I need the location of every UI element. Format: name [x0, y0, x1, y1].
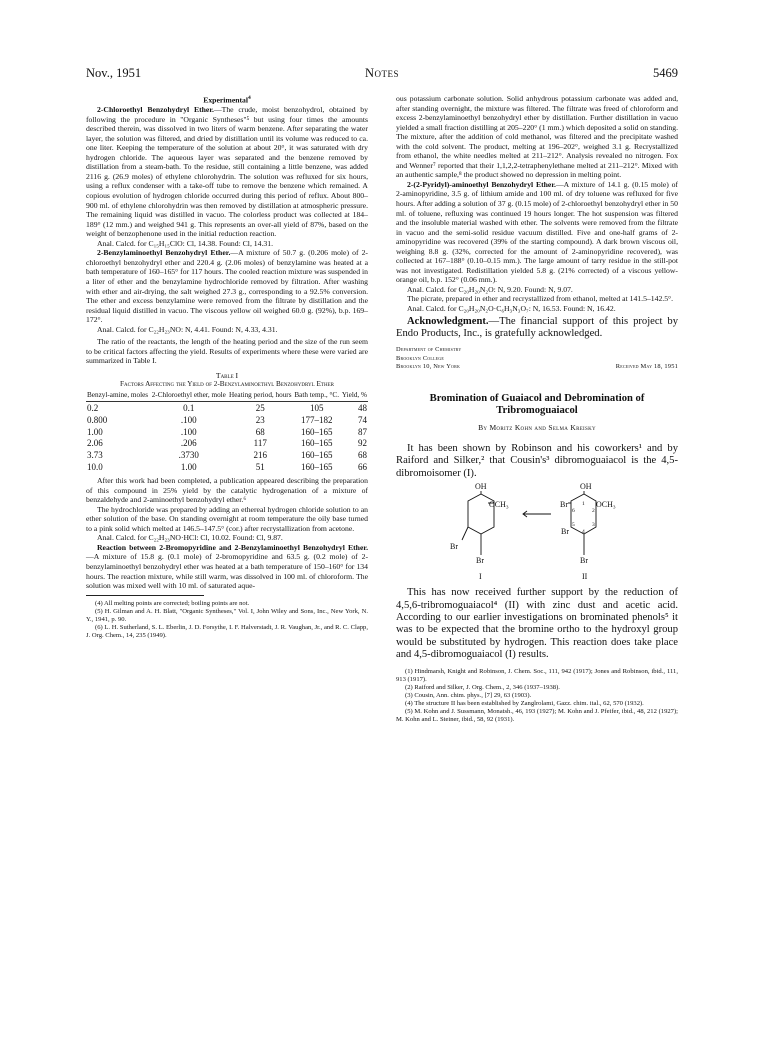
- analysis-1: Anal. Calcd. for C₁₅H₁₅ClO: Cl, 14.38. Found: Cl, 14.31.: [97, 238, 274, 248]
- table-header: Benzyl-amine, moles: [86, 391, 150, 401]
- footnote-4: (4) All melting points are corrected; boiling points are not.: [95, 599, 250, 607]
- table-header: Bath temp., °C.: [294, 391, 339, 400]
- structure-svg: [396, 480, 678, 584]
- affiliation: [396, 346, 678, 371]
- struct-i-label: I: [479, 572, 482, 582]
- header-date: Nov., 1951: [86, 66, 142, 80]
- paragraph-publication: After this work had been completed, a publication appeared describing the preparation of this compound in 25% yield by the catalytic hydrogenation of a mixture of benzaldehyde and 2-aminoethyl benzohydryl ether.⁶: [86, 476, 368, 505]
- paragraph-intro: It has been shown by Robinson and his coworkers¹ and by Raiford and Silker,² that Cousin's³ dibromoguaiacol is the 4,5-dibromoisomer (I).: [396, 442, 678, 479]
- analysis-2: Anal. Calcd. for C₂₂H₂₃NO: N, 4.41. Found: N, 4.33, 4.31.: [97, 324, 278, 334]
- paragraph-ratio: The ratio of the reactants, the length of the heating period and the size of the run seem to be critical factors affecting the yield. Results of experiments where these were varied are summarized in Table I.: [86, 337, 368, 366]
- table-cell: 160–165: [300, 450, 333, 461]
- struct-i-oh: OH: [475, 482, 487, 492]
- paragraph-hydrochloride: The hydrochloride was prepared by adding an ethereal hydrogen chloride solution to an ether solution of the base. On standing overnight at room temperature the oily base turned to a pink solid which melted at 146.5–147.5° (cor.) after recrystallization from acetone.: [86, 504, 368, 533]
- table-cell: 0.1: [183, 403, 195, 414]
- struct-i-och3: OCH₃: [489, 500, 509, 510]
- paragraph-benzylaminoethyl: 2-Benzylaminoethyl Benzohydryl Ether.—A mixture of 50.7 g. (0.206 mole) of 2-chloroethyl benzohydryl ether and 220.4 g. (2.06 moles) of benzylamine was heated at a bath temperature of 160–165° for 117 hours. The cooled reaction mixture was suspended in a liter of ether and the benzylamine hydrochloride removed by filtration. After washing with ether and air-drying, the salt weighed 27.3 g., corresponding to a 92.5% conversion. The ether and excess benzylamine were removed from the filtrate by distillation and the residual liquid distilled in vacuo. The viscous yellow oil weighed 60.0 g. (92%), b.p. 169–172°.: [86, 248, 368, 325]
- struct-ii-br-left: Br: [561, 527, 569, 537]
- footnote-r3: (3) Cousin, Ann. chim. phys., [7] 29, 63 (1903).: [405, 691, 532, 699]
- received-date: Received May 18, 1951: [615, 362, 678, 370]
- footnote-5: (5) H. Gilman and A. H. Blatt, "Organic Syntheses," Vol. I, John Wiley and Sons, Inc., New York, N. Y., 1941, p. 90.: [86, 607, 368, 623]
- struct-ii-label: II: [582, 572, 588, 582]
- article-title: Bromination of Guaiacol and Debromination of Tribromoguaiacol: [429, 393, 645, 417]
- experimental-heading: Experimental$^4$: [203, 95, 251, 105]
- table-label: Table I: [215, 370, 239, 380]
- paragraph-reduction: This has now received further support by the reduction of 4,5,6-tribromoguaiacol⁴ (II) with zinc dust and acetic acid. According to our earlier investigations on brominated phenols⁵ it was to be expected that the bromine ortho to the hydroxyl group would be substituted by hydrogen. This reaction does take place and 4,5-dibromoguaiacol (I) results.: [396, 587, 678, 661]
- table-row: [86, 437, 368, 449]
- table-cell: 1.00: [87, 426, 103, 437]
- table-cell: 51: [255, 461, 265, 472]
- table-cell: .100: [180, 415, 197, 426]
- table-cell: 0.2: [87, 403, 99, 414]
- table-body: [86, 401, 368, 472]
- affiliation-department: Department of Chemistry: [396, 346, 462, 354]
- paragraph-chloroethyl: 2-Chloroethyl Benzohydryl Ether.—The crude, moist benzohydrol, obtained by following the procedure in "Organic Syntheses"⁵ but using four times the amounts described therein, was dissolved in two liters of warm benzene. After separating the water layer, the solution was filtered, and dried by distillation until its volume was reduced to ca. one liter. Keeping the temperature of the solution at about 20°, it was saturated with dry hydrogen chloride. The aqueous layer was separated and the benzene removed by distillation from a steam-bath. To the residue, still containing a little benzene, was added 2116 g. (26.9 moles) of ethylene chlorohydrin. The solution was refluxed for six hours, using a reflux condenser with a take-off tube to remove the benzene which remained. A copious evolution of hydrogen chloride occurred during this period of reflux. About 800–900 ml. of ethylene chlorohydrin was then removed by distillation at atmospheric pressure. The remaining liquid was distilled in vacuo. The colorless product was collected at 184–189° (12 mm.) and weighed 941 g. This represents an over-all yield of 87%, based on the weight of benzophenone used in the initial reduction reaction.: [86, 105, 368, 239]
- acknowledgment: Acknowledgment.—The financial support of this project by Endo Products, Inc., is gratefully acknowledged.: [396, 315, 678, 339]
- struct-ii-num-5: 5: [572, 522, 575, 529]
- struct-i-br-left: Br: [450, 542, 458, 552]
- struct-ii-num-2: 2: [592, 508, 595, 515]
- table-cell: 25: [255, 403, 265, 414]
- table-cell: 160–165: [300, 461, 333, 472]
- byline: By Moritz Kohn and Selma Kreisky: [478, 423, 596, 433]
- table-cell: 177–182: [300, 415, 333, 426]
- affiliation-city: Brooklyn 10, New York Received May 18, 1951: [396, 362, 678, 370]
- table-cell: 87: [358, 426, 367, 437]
- table-cell: 48: [358, 403, 367, 414]
- table-cell: 1.00: [180, 461, 197, 472]
- table-cell: 3.73: [87, 450, 103, 461]
- right-column: [396, 94, 678, 724]
- table-cell: 0.800: [87, 415, 108, 426]
- table-cell: 92: [358, 438, 367, 449]
- paragraph-picrate: The picrate, prepared in ether and recrystallized from ethanol, melted at 141.5–142.5°.: [407, 294, 674, 304]
- table-cell: 10.0: [87, 461, 103, 472]
- left-column: [86, 94, 368, 640]
- paragraph-pyridylaminoethyl: 2-(2-Pyridyl)-aminoethyl Benzohydryl Ether.—A mixture of 14.1 g. (0.15 mole) of 2-aminopyridine, 3.5 g. of lithium amide and 100 ml. of dry toluene was refluxed for five hours. After adding a solution of 37 g. (0.15 mole) of 2-chloroethyl benzohydryl ether in 50 ml. of toluene, refluxing was continued 19 hours longer. The hot suspension was filtered and the insoluble material washed with ether. The solvents were removed from the filtrate in vacuo and the semi-solid residue vacuum distilled. Five and one-half grams of 2-aminopyridine was recovered (39% of the starting compound). A dark brown viscous oil, weighing 8.8 g. (32%, corrected for the amount of 2-aminopyridine recovered), was collected at 167–188° (0.10–0.15 mm.). The large amount of tarry residue in the still-pot was not investigated. Redistillation yielded 5.8 g. (21% corrected) of a viscous yellow-orange oil, b.p. 152° (0.06 mm.).: [396, 179, 678, 285]
- table-cell: 216: [253, 450, 267, 461]
- table-header-row: [86, 391, 368, 401]
- table-cell: 160–165: [300, 438, 333, 449]
- table-cell: 105: [309, 403, 324, 414]
- analysis-4: Anal. Calcd. for C₂₀H₂₀N₂O: N, 9.20. Found: N, 9.07.: [407, 284, 573, 294]
- analysis-5: Anal. Calcd. for C₂₀H₂₀N₂O·C₆H₃N₃O₇: N, 16.53. Found: N, 16.42.: [407, 304, 616, 314]
- table-row: [86, 449, 368, 461]
- struct-ii-och3: OCH₃: [596, 500, 616, 510]
- struct-ii-num-6: 6: [572, 508, 575, 515]
- struct-ii-br-top: Br: [560, 500, 568, 510]
- table-row: [86, 401, 368, 413]
- struct-ii-oh: OH: [580, 482, 592, 492]
- struct-i-br-bottom: Br: [476, 556, 484, 566]
- table-cell: 66: [358, 461, 367, 472]
- footnote-r5: (5) M. Kohn and J. Sussmann, Monatsh., 46, 193 (1927); M. Kohn and J. Pfeifer, ibid., 48, 212 (1927); M. Kohn and L. Steiner, ibid., 58, 92 (1931).: [396, 708, 678, 724]
- footnote-6: (6) L. H. Sutherland, S. L. Eberlin, J. D. Forsythe, I. F. Halverstadt, J. R. Vaughan, Jr., and R. C. Clapp, J. Org. Chem., 14, 235 (1949).: [86, 623, 368, 639]
- footnote-r4: (4) The structure II has been established by Zanglrolami, Gazz. chim. ital., 62, 570 (1932).: [405, 699, 644, 707]
- footnote-r1: (1) Hindmarsh, Knight and Robinson, J. Chem. Soc., 111, 942 (1917); Jones and Robinson, ibid., 111, 913 (1917).: [396, 667, 678, 683]
- header-page-number: 5469: [653, 66, 678, 80]
- table-header: Yield, %: [341, 391, 367, 400]
- table-cell: 2.06: [87, 438, 103, 449]
- table-header: Heating period, hours: [229, 391, 292, 400]
- structure-figure: [396, 480, 678, 584]
- table-row: [86, 425, 368, 437]
- running-header: [86, 66, 678, 82]
- paragraph-continuation: ous potassium carbonate solution. Solid anhydrous potassium carbonate was added and, after standing overnight, the mixture was filtered. The filtrate was freed of chloroform and excess 2-benzylaminoethyl benzohydryl ether by distillation. Further distillation in vacuo yielded a small fraction distilling at 205–220° (1 mm.) which deposited a solid on standing. The mixture, after the addition of cold methanol, was filtered and the precipitate washed with the cold solvent. The product, melting at 196–202°, weighed 3.1 g. Recrystallized from ethanol, the white needles melted at 211–212°. Analysis revealed no nitrogen. Fox and Wenner⁷ reported that their 1,1,2,2-tetraphenylethane melted at 211–212°. Mixed with an authentic sample,⁸ the product showed no depression in melting point.: [396, 94, 678, 180]
- table-cell: 117: [253, 438, 267, 449]
- table-cell: 74: [358, 415, 367, 426]
- footnote-rule: [86, 595, 204, 596]
- yield-table: [86, 391, 368, 472]
- table-header: 2-Chloroethyl ether, mole: [151, 391, 226, 400]
- affiliation-college: Brooklyn College: [396, 354, 445, 362]
- struct-ii-num-4: 4: [582, 529, 585, 536]
- paragraph-bromopyridine: Reaction between 2-Bromopyridine and 2-Benzylaminoethyl Benzohydryl Ether.—A mixture of 15.8 g. (0.1 mole) of 2-bromopyridine and 63.5 g. (0.2 mole) of 2-benzylaminoethyl benzohydryl ether was heated at a bath temperature of 150–160° for 134 hours. The reaction mixture, while still warm, was dissolved in 100 ml. of chloroform. The solution was mixed well with 10 ml. of saturated aque-: [86, 542, 368, 591]
- table-row: [86, 460, 368, 472]
- table-title: Factors Affecting the Yield of 2-Benzylaminoethyl Benzohydryl Ether: [120, 380, 334, 389]
- table-cell: 160–165: [300, 426, 333, 437]
- struct-ii-num-3: 3: [592, 522, 595, 529]
- table-cell: 23: [255, 415, 265, 426]
- table-cell: .3730: [178, 450, 199, 461]
- header-section: Notes: [364, 66, 400, 80]
- table-row: [86, 414, 368, 426]
- struct-ii-br-bottom: Br: [580, 556, 588, 566]
- footnote-r2: (2) Raiford and Silker, J. Org. Chem., 2, 346 (1937–1938).: [405, 683, 560, 691]
- table-cell: 68: [358, 450, 367, 461]
- table-cell: 68: [255, 426, 265, 437]
- table-cell: .100: [180, 426, 197, 437]
- table-cell: .206: [180, 438, 197, 449]
- struct-ii-num-1: 1: [582, 501, 585, 508]
- analysis-3: Anal. Calcd. for C₂₂H₂₃NO·HCl: Cl, 10.02. Found: Cl, 9.87.: [97, 533, 283, 543]
- struct-ii-ring: [571, 494, 596, 534]
